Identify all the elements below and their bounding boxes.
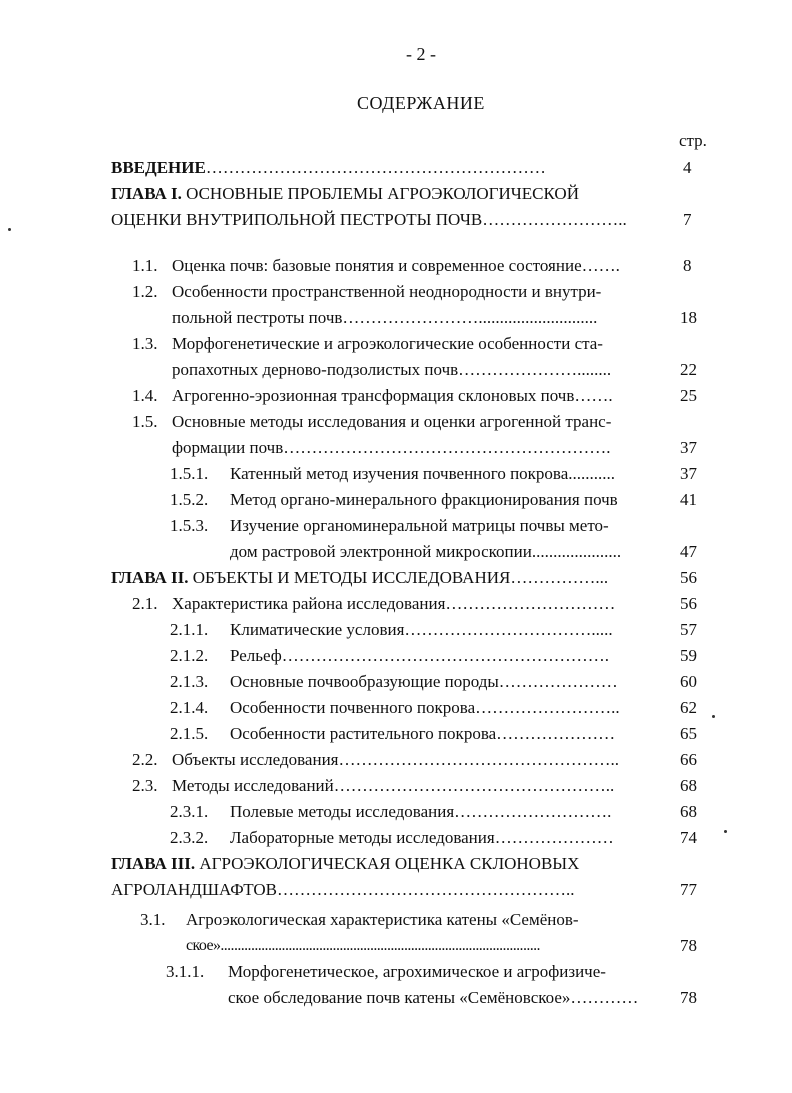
toc-entry-page: 56	[680, 568, 697, 587]
toc-entry-page: 78	[680, 988, 697, 1007]
toc-entry-page: 57	[680, 620, 697, 639]
toc-entry-page: 22	[680, 360, 697, 379]
toc-entry-num: 1.5.2.	[170, 490, 209, 509]
toc-entry-text: Морфогенетическое, агрохимическое и агрофизиче-	[228, 962, 606, 981]
toc-entry-chapter-1	[111, 183, 579, 205]
toc-entry-page: 37	[680, 464, 697, 483]
toc-entry-chapter-3-cont: АГРОЛАНДШАФТОВ……………………………………………..	[111, 880, 575, 899]
toc-entry-page: 68	[680, 802, 697, 821]
toc-entry-text: ское»..............................................................................................	[186, 937, 540, 954]
toc-entry-text: ……………………………………………………	[205, 158, 546, 177]
toc-entry-page: 65	[680, 724, 697, 743]
toc-entry-text: ОСНОВНЫЕ ПРОБЛЕМЫ АГРОЭКОЛОГИЧЕСКОЙ	[181, 184, 579, 203]
toc-entry-text: Методы исследований…………………………………………..	[172, 776, 615, 795]
toc-entry-text: Катенный метод изучения почвенного покрова...........	[230, 464, 616, 483]
toc-entry-bold: ГЛАВА III.	[111, 854, 196, 873]
toc-entry-num: 2.1.3.	[170, 672, 209, 691]
toc-entry-num: 3.1.	[140, 910, 166, 929]
toc-entry-text: Основные методы исследования и оценки агрогенной транс-	[172, 412, 612, 431]
toc-title: СОДЕРЖАНИЕ	[357, 93, 485, 113]
toc-entry-num: 2.3.2.	[170, 828, 209, 847]
toc-entry-bold: ВВЕДЕНИЕ	[111, 158, 206, 177]
toc-entry-text: АГРОЭКОЛОГИЧЕСКАЯ ОЦЕНКА СКЛОНОВЫХ	[195, 854, 580, 873]
toc-entry-text: Агроэкологическая характеристика катены «Семёнов-	[186, 910, 579, 929]
toc-entry-text: формации почв………………………………………………….	[172, 438, 611, 457]
toc-entry-text: Полевые методы исследования……………………….	[230, 802, 612, 821]
scan-speck	[712, 715, 715, 718]
toc-entry-text: Агрогенно-эрозионная трансформация склоновых почв…….	[172, 386, 613, 405]
toc-entry-page: 62	[680, 698, 697, 717]
toc-entry-introduction	[111, 157, 546, 179]
toc-entry-page: 78	[680, 936, 697, 955]
toc-entry-chapter-3	[111, 853, 579, 875]
toc-entry-num: 2.1.	[132, 594, 158, 613]
toc-entry-page: 56	[680, 594, 697, 613]
toc-entry-num: 2.3.1.	[170, 802, 209, 821]
toc-entry-num: 2.1.5.	[170, 724, 209, 743]
toc-entry-num: 1.2.	[132, 282, 158, 301]
toc-entry-num: 1.5.3.	[170, 516, 209, 535]
toc-entry-page: 60	[680, 672, 697, 691]
toc-entry-bold: ГЛАВА II.	[111, 568, 189, 587]
toc-entry-num: 3.1.1.	[166, 962, 205, 981]
toc-entry-num: 1.4.	[132, 386, 158, 405]
toc-entry-text: Характеристика района исследования…………………………	[172, 594, 616, 613]
toc-entry-page: 18	[680, 308, 697, 327]
toc-entry-text: Лабораторные методы исследования…………………	[230, 828, 614, 847]
toc-entry-page: 8	[683, 256, 692, 275]
toc-entry-num: 2.1.1.	[170, 620, 209, 639]
toc-entry-page: 47	[680, 542, 697, 561]
toc-entry-text: ропахотных дерново-подзолистых почв…………………........	[172, 360, 612, 379]
toc-entry-text: Климатические условия…………………………….....	[230, 620, 613, 639]
toc-entry-page: 4	[683, 158, 692, 177]
toc-entry-text: ОБЪЕКТЫ И МЕТОДЫ ИССЛЕДОВАНИЯ……………...	[188, 568, 609, 587]
toc-entry-chapter-2	[111, 567, 608, 589]
toc-entry-text: Особенности пространственной неоднородности и внутри-	[172, 282, 602, 301]
toc-entry-num: 2.1.4.	[170, 698, 209, 717]
toc-entry-text: Особенности растительного покрова…………………	[230, 724, 616, 743]
toc-entry-page: 66	[680, 750, 697, 769]
toc-entry-text: Рельеф………………………………………………….	[230, 646, 610, 665]
scan-speck	[8, 228, 11, 231]
toc-entry-page: 41	[680, 490, 697, 509]
toc-entry-text: Морфогенетические и агроэкологические особенности ста-	[172, 334, 603, 353]
toc-entry-page: 25	[680, 386, 697, 405]
toc-entry-text: ское обследование почв катены «Семёновское»…………	[228, 988, 639, 1007]
toc-entry-text: дом растровой электронной микроскопии.....................	[230, 542, 622, 561]
toc-entry-num: 1.5.	[132, 412, 158, 431]
toc-entry-num: 2.3.	[132, 776, 158, 795]
toc-entry-text: Особенности почвенного покрова……………………..	[230, 698, 620, 717]
toc-entry-text: Изучение органоминеральной матрицы почвы мето-	[230, 516, 609, 535]
toc-entry-num: 2.1.2.	[170, 646, 209, 665]
toc-entry-page: 37	[680, 438, 697, 457]
toc-entry-page: 68	[680, 776, 697, 795]
toc-entry-page: 7	[683, 210, 692, 229]
toc-entry-text: Метод органо-минерального фракционирования почв	[230, 490, 618, 509]
toc-entry-text: Основные почвообразующие породы…………………	[230, 672, 618, 691]
toc-entry-num: 2.2.	[132, 750, 158, 769]
scan-speck	[724, 830, 727, 833]
pages-column-header: стр.	[679, 131, 707, 150]
toc-entry-text: Оценка почв: базовые понятия и современное состояние…….	[172, 256, 620, 275]
toc-entry-text: Объекты исследования…………………………………………..	[172, 750, 619, 769]
toc-entry-page: 74	[680, 828, 697, 847]
toc-entry-num: 1.3.	[132, 334, 158, 353]
page-number: - 2 -	[406, 44, 436, 64]
toc-entry-page: 59	[680, 646, 697, 665]
toc-entry-num: 1.1.	[132, 256, 158, 275]
toc-entry-text: польной пестроты почв……………………............................	[172, 308, 598, 327]
toc-entry-page: 77	[680, 880, 697, 899]
toc-entry-chapter-1-cont: ОЦЕНКИ ВНУТРИПОЛЬНОЙ ПЕСТРОТЫ ПОЧВ……………………..	[111, 210, 627, 229]
toc-entry-num: 1.5.1.	[170, 464, 209, 483]
toc-entry-bold: ГЛАВА I.	[111, 184, 182, 203]
